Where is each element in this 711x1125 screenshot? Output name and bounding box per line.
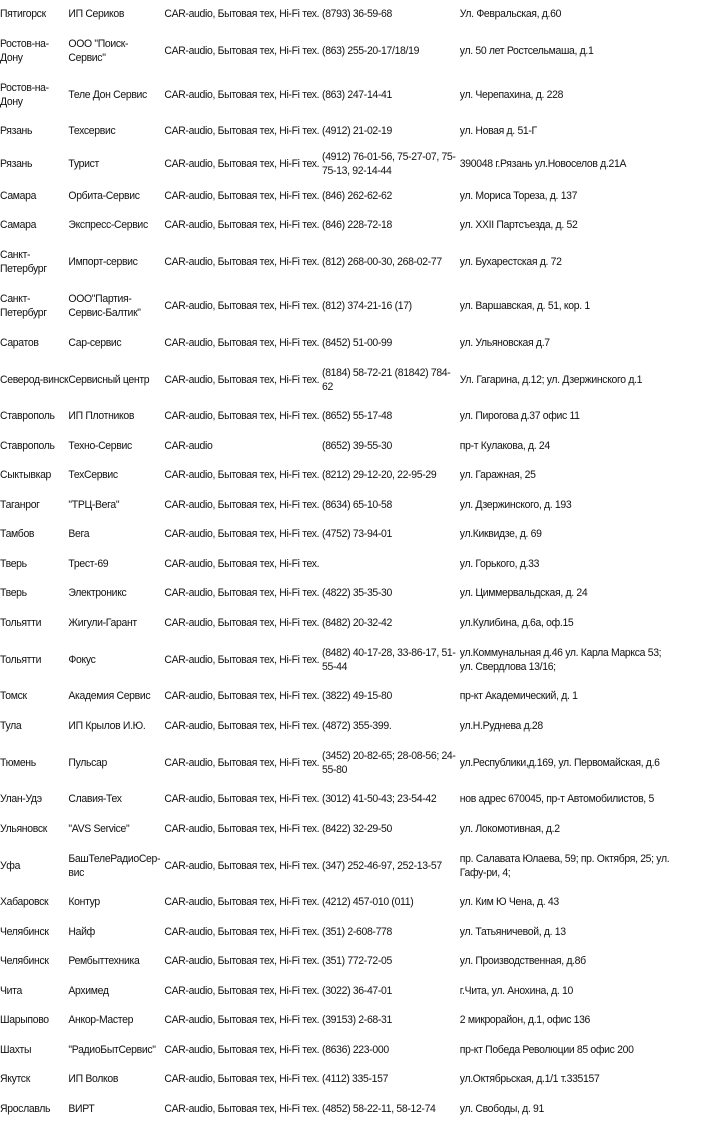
table-row — [0, 329, 675, 359]
organization-cell: Техсервис — [68, 125, 116, 138]
specialization-cell: CAR-audio, Бытовая тех, Hi-Fi тех. — [164, 125, 320, 138]
organization-cell: Теле Дон Сервис — [68, 88, 147, 101]
organization-cell: Турист — [68, 157, 99, 170]
table-row — [0, 1066, 675, 1096]
specialization-cell: CAR-audio, Бытовая тех, Hi-Fi тех. — [164, 756, 320, 769]
table-row — [0, 712, 675, 742]
address-cell: ул. Гаражная, 25 — [459, 469, 536, 482]
table-row — [0, 521, 675, 551]
specialization-cell: CAR-audio, Бытовая тех, Hi-Fi тех. — [164, 336, 320, 349]
table-row — [0, 212, 675, 242]
specialization-cell: CAR-audio, Бытовая тех, Hi-Fi тех. — [164, 984, 320, 997]
organization-cell: Анкор-Мастер — [68, 1014, 134, 1027]
organization-cell: ИП Крылов И.Ю. — [68, 719, 146, 732]
organization-cell: Техно-Сервис — [68, 439, 132, 452]
address-cell: ул.Октябрьская, д.1/1 т.335157 — [459, 1073, 600, 1086]
table-row — [0, 462, 675, 492]
organization-cell: Архимед — [68, 984, 109, 997]
city-cell: Ульяновск — [0, 822, 47, 835]
address-cell: пр-т Кулакова, д. 24 — [459, 439, 550, 452]
organization-cell: Сар-сервис — [68, 336, 122, 349]
specialization-cell: CAR-audio, Бытовая тех, Hi-Fi тех. — [164, 88, 320, 101]
phone-cell: (4212) 457-010 (011) — [322, 896, 414, 909]
table-row — [0, 30, 675, 74]
phone-cell: (4822) 35-35-30 — [322, 587, 393, 600]
table-row — [0, 359, 675, 403]
specialization-cell: CAR-audio, Бытовая тех, Hi-Fi тех. — [164, 219, 320, 232]
table-row — [0, 918, 675, 948]
address-cell: ул. XXII Партсъезда, д. 52 — [459, 219, 578, 232]
organization-cell: ИП Плотников — [68, 410, 135, 423]
phone-cell — [322, 550, 460, 580]
organization-cell: Жигули-Гарант — [68, 616, 137, 629]
city-cell: Хабаровск — [0, 896, 49, 909]
specialization-cell: CAR-audio — [164, 439, 213, 452]
city-cell: Ставрополь — [0, 439, 55, 452]
phone-cell: (351) 2-608-778 — [322, 925, 393, 938]
phone-cell: (846) 262-62-62 — [322, 189, 393, 202]
organization-cell: Академия Сервис — [68, 690, 151, 703]
address-cell: ул. Татьяничевой, д. 13 — [459, 925, 566, 938]
address-cell: ул. Ульяновская д.7 — [459, 336, 550, 349]
address-cell: 2 микрорайон, д.1, офис 136 — [459, 1014, 591, 1027]
city-cell: Шарыпово — [0, 1014, 49, 1027]
city-cell: Таганрог — [0, 498, 40, 511]
specialization-cell: CAR-audio, Бытовая тех, Hi-Fi тех. — [164, 859, 320, 872]
specialization-cell: CAR-audio, Бытовая тех, Hi-Fi тех. — [164, 498, 320, 511]
specialization-cell: CAR-audio, Бытовая тех, Hi-Fi тех. — [164, 557, 320, 570]
specialization-cell: CAR-audio, Бытовая тех, Hi-Fi тех. — [164, 925, 320, 938]
organization-cell: Импорт-сервис — [68, 256, 138, 269]
organization-cell: "РадиоБытСервис" — [68, 1043, 156, 1056]
phone-cell: (846) 228-72-18 — [322, 219, 393, 232]
address-cell: ул.Республики,д.169, ул. Первомайская, д.6 — [459, 756, 660, 769]
specialization-cell: CAR-audio, Бытовая тех, Hi-Fi тех. — [164, 469, 320, 482]
address-cell: г.Чита, ул. Анохина, д. 10 — [459, 984, 574, 997]
address-cell: ул. Черепахина, д. 228 — [459, 88, 564, 101]
phone-cell: (863) 247-14-41 — [322, 88, 393, 101]
city-cell: Тольятти — [0, 653, 42, 666]
phone-cell: (3012) 41-50-43; 23-54-42 — [322, 793, 437, 806]
city-cell: Ростов-на-Дону — [0, 37, 49, 64]
table-row — [0, 742, 675, 786]
address-cell: ул. Дзержинского, д. 193 — [459, 498, 572, 511]
organization-cell: ВИРТ — [68, 1102, 95, 1115]
organization-cell: Вега — [68, 528, 90, 541]
specialization-cell: CAR-audio, Бытовая тех, Hi-Fi тех. — [164, 896, 320, 909]
table-row — [0, 1007, 675, 1037]
organization-cell: ИП Волков — [68, 1073, 119, 1086]
address-cell: ул. Ким Ю Чена, д. 43 — [459, 896, 559, 909]
table-row — [0, 491, 675, 521]
table-row — [0, 432, 675, 462]
organization-cell: Славия-Тех — [68, 793, 122, 806]
phone-cell: (3822) 49-15-80 — [322, 690, 393, 703]
city-cell: Тольятти — [0, 616, 42, 629]
phone-cell: (8793) 36-59-68 — [322, 7, 393, 20]
phone-cell: (4912) 76-01-56, 75-27-07, 75-75-13, 92-14-44 — [322, 150, 456, 177]
specialization-cell: CAR-audio, Бытовая тех, Hi-Fi тех. — [164, 690, 320, 703]
city-cell: Рязань — [0, 125, 33, 138]
address-cell: пр-кт Победа Революции 85 офис 200 — [459, 1043, 634, 1056]
table-row — [0, 683, 675, 713]
table-row — [0, 948, 675, 978]
address-cell: пр-кт Академический, д. 1 — [459, 690, 578, 703]
address-cell: ул. Локомотивная, д.2 — [459, 822, 560, 835]
city-cell: Тверь — [0, 557, 27, 570]
city-cell: Ярославль — [0, 1102, 51, 1115]
specialization-cell: CAR-audio, Бытовая тех, Hi-Fi тех. — [164, 1043, 320, 1056]
phone-cell: (4872) 355-399. — [322, 719, 392, 732]
address-cell: ул. Мориса Тореза, д. 137 — [459, 189, 578, 202]
address-cell: ул.Коммунальная д.46 ул. Карла Маркса 53; ул. Свердлова 13/16; — [459, 646, 662, 673]
specialization-cell: CAR-audio, Бытовая тех, Hi-Fi тех. — [164, 1073, 320, 1086]
address-cell: Ул. Февральская, д.60 — [459, 7, 562, 20]
phone-cell: (8422) 32-29-50 — [322, 822, 393, 835]
table-row — [0, 977, 675, 1007]
table-row — [0, 147, 675, 182]
organization-cell: ООО"Партия-Сервис-Балтик" — [68, 293, 141, 319]
organization-cell: БашТелеРадиоСер-вис — [68, 852, 161, 879]
phone-cell: (347) 252-46-97, 252-13-57 — [322, 859, 442, 872]
specialization-cell: CAR-audio, Бытовая тех, Hi-Fi тех. — [164, 528, 320, 541]
phone-cell: (812) 268-00-30, 268-02-77 — [322, 256, 442, 269]
organization-cell: Орбита-Сервис — [68, 189, 140, 202]
city-cell: Рязань — [0, 157, 33, 170]
city-cell: Сыктывкар — [0, 469, 52, 482]
organization-cell: Экспресс-Сервис — [68, 219, 148, 232]
phone-cell: (3022) 36-47-01 — [322, 984, 393, 997]
phone-cell: (8634) 65-10-58 — [322, 498, 393, 511]
phone-cell: (3452) 20-82-65; 28-08-56; 24-55-80 — [322, 749, 456, 776]
city-cell: Саратов — [0, 336, 39, 349]
organization-cell: Контур — [68, 896, 100, 909]
table-row — [0, 285, 675, 329]
address-cell: ул. 50 лет Ростсельмаша, д.1 — [459, 44, 594, 57]
address-cell: ул.Киквидзе, д. 69 — [459, 528, 542, 541]
address-cell: ул. Бухарестская д. 72 — [459, 256, 562, 269]
address-cell: ул. Новая д. 51-Г — [459, 125, 537, 138]
city-cell: Санкт-Петербург — [0, 293, 47, 319]
table-row — [0, 845, 675, 889]
specialization-cell: CAR-audio, Бытовая тех, Hi-Fi тех. — [164, 373, 320, 386]
organization-cell: Электроникс — [68, 587, 127, 600]
table-row — [0, 815, 675, 845]
organization-cell: Трест-69 — [68, 557, 109, 570]
table-row — [0, 1036, 675, 1066]
phone-cell: (8652) 55-17-48 — [322, 410, 393, 423]
table-row — [0, 118, 675, 148]
city-cell: Самара — [0, 219, 37, 232]
phone-cell: (8482) 20-32-42 — [322, 616, 393, 629]
address-cell: ул. Варшавская, д. 51, кор. 1 — [459, 300, 590, 313]
city-cell: Северод-винск — [0, 373, 69, 386]
phone-cell: (863) 255-20-17/18/19 — [322, 44, 420, 57]
address-cell: пр. Салавата Юлаева, 59; пр. Октября, 25; ул. Гафу-ри, 4; — [459, 852, 670, 879]
address-cell: нов адрес 670045, пр-т Автомобилистов, 5 — [459, 793, 654, 806]
table-row — [0, 182, 675, 212]
organization-cell: Сервисный центр — [68, 373, 150, 386]
city-cell: Шахты — [0, 1043, 32, 1056]
city-cell: Тверь — [0, 587, 27, 600]
phone-cell: (351) 772-72-05 — [322, 955, 393, 968]
city-cell: Якутск — [0, 1073, 30, 1086]
table-row — [0, 1095, 675, 1125]
specialization-cell: CAR-audio, Бытовая тех, Hi-Fi тех. — [164, 300, 320, 313]
specialization-cell: CAR-audio, Бытовая тех, Hi-Fi тех. — [164, 410, 320, 423]
city-cell: Тула — [0, 719, 22, 732]
phone-cell: (812) 374-21-16 (17) — [322, 300, 412, 313]
phone-cell: (39153) 2-68-31 — [322, 1014, 393, 1027]
specialization-cell: CAR-audio, Бытовая тех, Hi-Fi тех. — [164, 653, 320, 666]
address-cell: ул. Горького, д.33 — [459, 557, 540, 570]
city-cell: Улан-Удэ — [0, 793, 42, 806]
city-cell: Челябинск — [0, 955, 49, 968]
specialization-cell: CAR-audio, Бытовая тех, Hi-Fi тех. — [164, 587, 320, 600]
organization-cell: ТехСервис — [68, 469, 118, 482]
phone-cell: (8652) 39-55-30 — [322, 439, 393, 452]
table-row — [0, 609, 675, 639]
phone-cell: (4912) 21-02-19 — [322, 125, 393, 138]
city-cell: Тюмень — [0, 756, 36, 769]
specialization-cell: CAR-audio, Бытовая тех, Hi-Fi тех. — [164, 955, 320, 968]
specialization-cell: CAR-audio, Бытовая тех, Hi-Fi тех. — [164, 719, 320, 732]
table-row — [0, 403, 675, 433]
specialization-cell: CAR-audio, Бытовая тех, Hi-Fi тех. — [164, 1102, 320, 1115]
phone-cell: (8636) 223-000 — [322, 1043, 389, 1056]
address-cell: ул. Свободы, д. 91 — [459, 1102, 545, 1115]
specialization-cell: CAR-audio, Бытовая тех, Hi-Fi тех. — [164, 7, 320, 20]
organization-cell: "ТРЦ-Вега" — [68, 498, 120, 511]
city-cell: Тамбов — [0, 528, 35, 541]
specialization-cell: CAR-audio, Бытовая тех, Hi-Fi тех. — [164, 822, 320, 835]
table-row — [0, 0, 675, 30]
city-cell: Томск — [0, 690, 27, 703]
table-row — [0, 639, 675, 683]
organization-cell: ООО "Поиск-Сервис" — [68, 37, 129, 64]
table-row — [0, 580, 675, 610]
specialization-cell: CAR-audio, Бытовая тех, Hi-Fi тех. — [164, 157, 320, 170]
phone-cell: (4752) 73-94-01 — [322, 528, 393, 541]
table-row — [0, 889, 675, 919]
specialization-cell: CAR-audio, Бытовая тех, Hi-Fi тех. — [164, 256, 320, 269]
phone-cell: (4852) 58-22-11, 58-12-74 — [322, 1102, 436, 1115]
specialization-cell: CAR-audio, Бытовая тех, Hi-Fi тех. — [164, 1014, 320, 1027]
address-cell: ул.Кулибина, д.6а, оф.15 — [459, 616, 574, 629]
address-cell: ул. Производственная, д.8б — [459, 955, 586, 968]
organization-cell: Найф — [68, 925, 95, 938]
address-cell: Ул. Гагарина, д.12; ул. Дзержинского д.1 — [459, 373, 643, 386]
organization-cell: "AVS Service" — [68, 822, 130, 835]
organization-cell: Фокус — [68, 653, 96, 666]
table-row — [0, 241, 675, 285]
address-cell: ул. Пирогова д.37 офис 11 — [459, 410, 580, 423]
specialization-cell: CAR-audio, Бытовая тех, Hi-Fi тех. — [164, 189, 320, 202]
address-cell: ул. Циммервальдская, д. 24 — [459, 587, 588, 600]
table-row — [0, 786, 675, 816]
specialization-cell: CAR-audio, Бытовая тех, Hi-Fi тех. — [164, 616, 320, 629]
phone-cell: (8452) 51-00-99 — [322, 336, 393, 349]
table-row — [0, 74, 675, 118]
specialization-cell: CAR-audio, Бытовая тех, Hi-Fi тех. — [164, 44, 320, 57]
table-row — [0, 550, 675, 580]
specialization-cell: CAR-audio, Бытовая тех, Hi-Fi тех. — [164, 793, 320, 806]
city-cell: Самара — [0, 189, 37, 202]
address-cell: ул.Н.Руднева д.28 — [459, 719, 543, 732]
phone-cell: (8212) 29-12-20, 22-95-29 — [322, 469, 437, 482]
city-cell: Ставрополь — [0, 410, 55, 423]
city-cell: Чита — [0, 984, 22, 997]
organization-cell: Пульсар — [68, 756, 107, 769]
organization-cell: ИП Сериков — [68, 7, 125, 20]
phone-cell: (8184) 58-72-21 (81842) 784-62 — [322, 366, 451, 393]
organization-cell: Рембыттехника — [68, 955, 140, 968]
city-cell: Пятигорск — [0, 7, 46, 20]
city-cell: Ростов-на-Дону — [0, 81, 49, 108]
address-cell: 390048 г.Рязань ул.Новоселов д.21А — [459, 157, 627, 170]
city-cell: Уфа — [0, 859, 21, 872]
phone-cell: (8482) 40-17-28, 33-86-17, 51-55-44 — [322, 646, 456, 673]
city-cell: Санкт-Петербург — [0, 249, 47, 275]
city-cell: Челябинск — [0, 925, 49, 938]
phone-cell: (4112) 335-157 — [322, 1073, 389, 1086]
